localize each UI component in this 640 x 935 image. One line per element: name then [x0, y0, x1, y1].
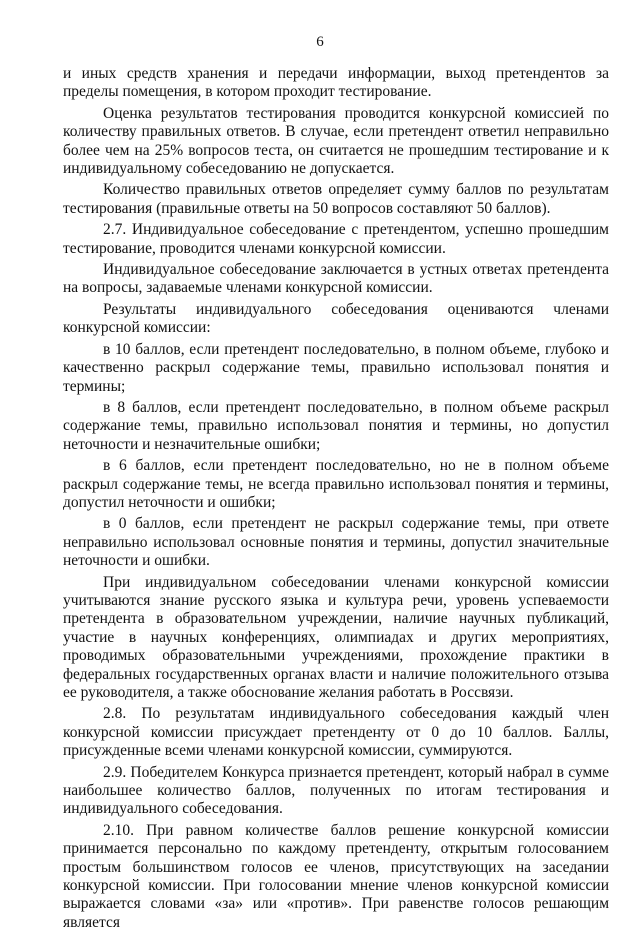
paragraph-score-count: Количество правильных ответов определяет сумму баллов по результатам тестирования (правильные ответы на 50 вопросов составляют 50 баллов). — [63, 181, 609, 217]
paragraph-score-10: в 10 баллов, если претендент последовательно, в полном объеме, глубоко и качественно раскрыл содержание темы, правильно использовал понятия и термины; — [63, 340, 609, 395]
paragraph-interview-criteria: При индивидуальном собеседовании членами конкурсной комиссии учитываются знание русского языка и культура речи, уровень успеваемости претендента в образовательном учреждении, наличие научных публикаций, участие в научных конференциях, олимпиадах и других мероприятиях, проводимых образовательными учреждениями, прохождение практики в федеральных государственных органах власти и наличие положительного отзыва ее руководителя, а также обоснование желания работать в Россвязи. — [63, 573, 609, 701]
paragraph-2-7: 2.7. Индивидуальное собеседование с претендентом, успешно прошедшим тестирование, проводится членами конкурсной комиссии. — [63, 221, 609, 257]
paragraph-score-0: в 0 баллов, если претендент не раскрыл содержание темы, при ответе неправильно использовал основные понятия и термины, допустил значительные неточности и ошибки. — [63, 515, 609, 570]
paragraph-score-6: в 6 баллов, если претендент последовательно, но не в полном объеме раскрыл содержание темы, не всегда правильно использовал понятия и термины, допустил неточности и ошибки; — [63, 457, 609, 511]
body-text — [63, 65, 609, 935]
paragraph-interview-definition: Индивидуальное собеседование заключается в устных ответах претендента на вопросы, задаваемые членами конкурсной комиссии. — [63, 261, 609, 297]
paragraph-testing-continuation: и иных средств хранения и передачи информации, выход претендентов за пределы помещения, в котором проходит тестирование. — [63, 65, 609, 101]
paragraph-interview-results: Результаты индивидуального собеседования оцениваются членами конкурсной комиссии: — [63, 300, 609, 337]
paragraph-2-9: 2.9. Победителем Конкурса признается претендент, который набрал в сумме наибольшее количество баллов, полученных по итогам тестирования и индивидуального собеседования. — [63, 763, 609, 818]
paragraph-testing-evaluation: Оценка результатов тестирования проводится конкурсной комиссией по количеству правильных ответов. В случае, если претендент ответил неправильно более чем на 25% вопросов теста, он считается не прошедшим тестирование и к индивидуальному собеседованию не допускается. — [63, 104, 609, 178]
paragraph-2-8: 2.8. По результатам индивидуального собеседования каждый член конкурсной комиссии присуждает претенденту от 0 до 10 баллов. Баллы, присужденные всеми членами конкурсной комиссии, суммируются. — [63, 705, 609, 760]
page-number: 6 — [316, 34, 324, 50]
paragraph-2-10: 2.10. При равном количестве баллов решение конкурсной комиссии принимается персонально по каждому претенденту, открытым голосованием простым большинством голосов ее членов, присутствующих на заседании конкурсной комиссии. При голосовании мнение членов конкурсной комиссии выражается словами «за» или «против». При равенстве голосов решающим является — [63, 821, 609, 931]
paragraph-score-8: в 8 баллов, если претендент последовательно, в полном объеме раскрыл содержание темы, правильно использовал понятия и термины, но допустил неточности и незначительные ошибки; — [63, 398, 609, 453]
